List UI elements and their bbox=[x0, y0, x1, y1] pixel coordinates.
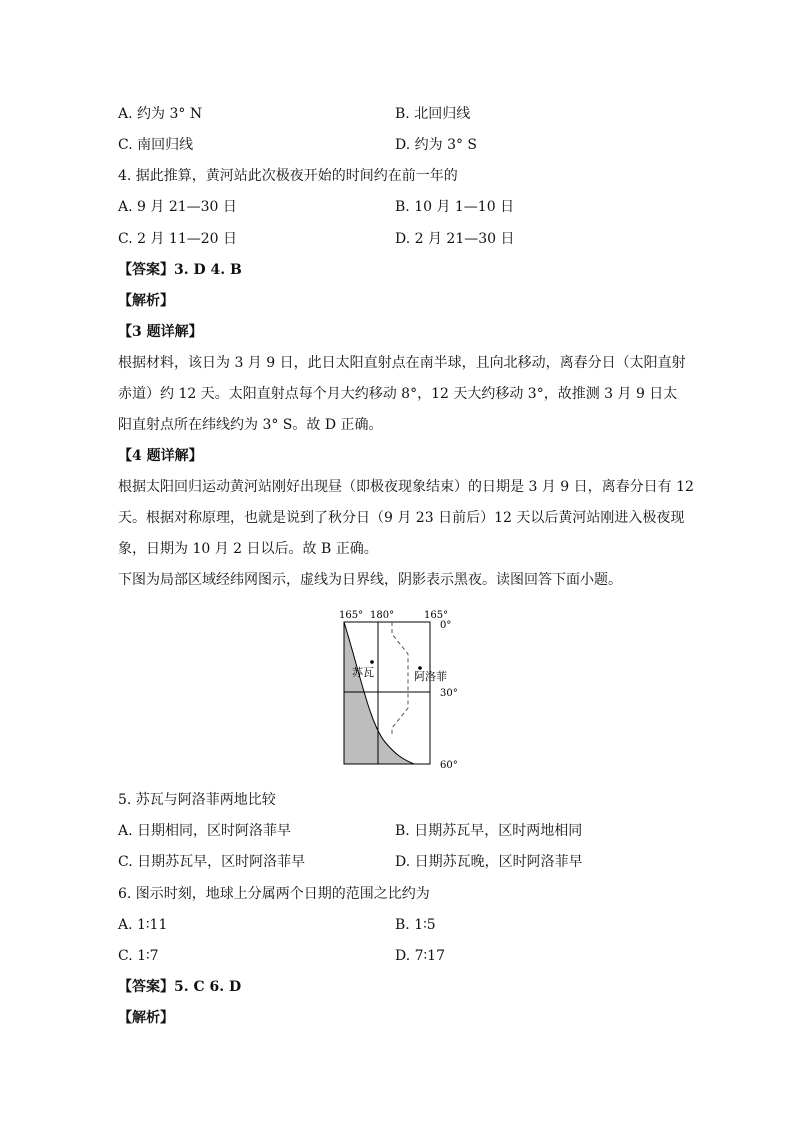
q5-option-a: A. 日期相同，区时阿洛菲早 bbox=[118, 823, 292, 839]
detail-3-line: 阳直射点所在纬线约为 3° S。故 D 正确。 bbox=[118, 417, 383, 433]
q6-stem: 6. 图示时刻，地球上分属两个日期的范围之比约为 bbox=[118, 886, 430, 902]
q4-stem: 4. 据此推算，黄河站此次极夜开始的时间约在前一年的 bbox=[118, 168, 458, 184]
q4-option-c: C. 2 月 11—20 日 bbox=[118, 231, 237, 247]
q3-option-d: D. 约为 3° S bbox=[395, 137, 478, 153]
q3-option-b: B. 北回归线 bbox=[395, 106, 471, 122]
lat-30-label: 30° bbox=[440, 688, 458, 699]
detail-4-line: 天。根据对称原理，也就是说到了秋分日（9 月 23 日前后）12 天以后黄河站刚进入极夜现 bbox=[118, 510, 685, 526]
q3-option-a: A. 约为 3° N bbox=[118, 106, 203, 122]
q6-option-c: C. 1∶7 bbox=[118, 948, 159, 964]
detail-4-heading: 【4 题详解】 bbox=[118, 448, 203, 464]
lon-left-label: 165° bbox=[339, 610, 364, 621]
q3-option-c: C. 南回归线 bbox=[118, 137, 194, 153]
q5-option-d: D. 日期苏瓦晚，区时阿洛菲早 bbox=[395, 854, 583, 870]
q6-option-b: B. 1∶5 bbox=[395, 917, 436, 933]
q6-option-d: D. 7∶17 bbox=[395, 948, 445, 964]
detail-3-line: 赤道）约 12 天。太阳直射点每个月大约移动 8°，12 天大约移动 3°，故推测 3 月 9 日太 bbox=[118, 386, 678, 402]
lon-right-label: 165° bbox=[424, 610, 449, 621]
answer-3-4: 【答案】3. D 4. B bbox=[118, 262, 242, 278]
analysis-heading-2: 【解析】 bbox=[118, 1010, 174, 1026]
q5-option-c: C. 日期苏瓦早，区时阿洛菲早 bbox=[118, 854, 306, 870]
suwa-label: 苏瓦 bbox=[352, 666, 374, 679]
q4-option-b: B. 10 月 1—10 日 bbox=[395, 199, 515, 215]
lat-0-label: 0° bbox=[440, 620, 452, 631]
apia-label: 阿洛菲 bbox=[414, 670, 447, 683]
q5-stem: 5. 苏瓦与阿洛菲两地比较 bbox=[118, 792, 276, 808]
lat-60-label: 60° bbox=[440, 760, 458, 771]
detail-4-line: 根据太阳回归运动黄河站刚好出现昼（即极夜现象结束）的日期是 3 月 9 日，离春分日有 12 bbox=[118, 479, 694, 495]
analysis-heading-1: 【解析】 bbox=[118, 293, 174, 309]
lon-mid-label: 180° bbox=[370, 610, 395, 621]
night-shading bbox=[344, 622, 414, 764]
date-line bbox=[392, 622, 408, 736]
suwa-point bbox=[370, 660, 374, 664]
q4-option-a: A. 9 月 21—30 日 bbox=[118, 199, 237, 215]
q5-option-b: B. 日期苏瓦早，区时两地相同 bbox=[395, 823, 583, 839]
figure-intro: 下图为局部区域经纬网图示，虚线为日界线，阴影表示黑夜。读图回答下面小题。 bbox=[118, 572, 622, 588]
detail-4-line: 象，日期为 10 月 2 日以后。故 B 正确。 bbox=[118, 541, 378, 557]
answer-5-6: 【答案】5. C 6. D bbox=[118, 979, 242, 995]
q6-option-a: A. 1∶11 bbox=[118, 917, 168, 933]
detail-3-heading: 【3 题详解】 bbox=[118, 324, 203, 340]
lat-lon-grid-figure bbox=[330, 604, 470, 774]
detail-3-line: 根据材料，该日为 3 月 9 日，此日太阳直射点在南半球，且向北移动，离春分日（太阳直射 bbox=[118, 355, 686, 371]
q4-option-d: D. 2 月 21—30 日 bbox=[395, 231, 515, 247]
